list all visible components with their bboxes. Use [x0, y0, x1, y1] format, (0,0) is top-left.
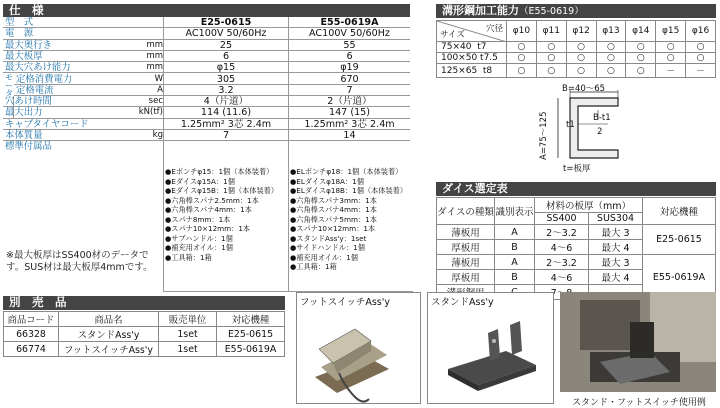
dim-a-label-text: A=75～125: [539, 111, 549, 160]
spec-row-cord: キャブタイヤコード 1.25mm² 3芯 2.4m 1.25mm² 3芯 2.4m: [3, 119, 410, 130]
dim-b-label: B=40～65: [562, 84, 606, 94]
dim-t-label: t=板厚: [563, 164, 591, 174]
spec-row-output: 最大出力 kN(tf) 114 (11.6) 147 (15): [3, 107, 410, 118]
motor-label: モ ー タ: [5, 73, 13, 98]
options-header: 別 売 品: [3, 296, 285, 310]
spec-row-time: 穴あけ時間 sec 4（片道） 2（片道）: [3, 96, 410, 107]
accessory-list-e25: ●Eポンチφ15：1個（本体装着） ●Eダイスφ15A：1個 ●Eダイスφ15B：1個（本体装着） ●六角棒スパナ2.5mm：1本 ●六角棒スパナ4mm：1本 ●スパナ8mm：1本 ●スパナ10×12mm：1本 ●サブハンドル：1個 ●補充用オイル：1個 ●工具箱：1箱: [165, 167, 279, 262]
spec-row-accessories: 標準付属品: [5, 141, 52, 153]
spec-row-thickness: 最大板厚 mm 6 6: [3, 51, 410, 62]
options-row: 66774 フットスイッチAss'y 1set E55-0619A: [4, 342, 285, 357]
spec-table: [3, 17, 410, 177]
dim-bt1-label: B-t1: [593, 113, 611, 123]
die-row: 薄板用 A 2～3.2 最大 3 E55-0619A: [437, 255, 716, 270]
die-header: ダイス選定表: [436, 182, 716, 196]
spec-row-depth: 最大奥行き mm 25 55: [3, 40, 410, 51]
spec-row-weight: 本体質量 kg 7 14: [3, 130, 410, 141]
dim-t1-label: t1: [566, 120, 575, 130]
capacity-header: 溝形鋼加工能力（E55-0619）: [436, 4, 716, 18]
spec-row-power: 電 源 AC100V 50/60Hz AC100V 50/60Hz: [3, 28, 410, 39]
capacity-row: 125×65 t8 ○ ○ ○ ○ ○ － －: [437, 64, 716, 78]
capacity-table: 穴径 サイズ φ10 φ11 φ12 φ13 φ14 φ15 φ16 75×40 t7 ○ ○ ○ ○ ○ ○ ○ 100×50 t7.5 ○ ○ ○ ○ ○ ○ ○ 125×65 t8 ○ ○ ○ ○ ○ － －: [436, 20, 716, 78]
capacity-row: 75×40 t7 ○ ○ ○ ○ ○ ○ ○: [437, 42, 716, 53]
thickness-note: ※最大板厚はSS400材のデータです。SUS材は最大板厚4mmです。: [6, 250, 153, 273]
spec-header: 仕 様: [3, 4, 410, 17]
usage-photo: [560, 292, 716, 392]
die-row: 厚板用 B 4～6 最大 4: [437, 270, 716, 285]
spec-row-capacity: 最大穴あけ能力 mm φ15 φ19: [3, 62, 410, 73]
accessory-list-e55: ●ELポンチφ18：1個（本体装着） ●ELダイスφ18A：1個 ●ELダイスφ18B：1個（本体装着） ●六角棒スパナ3mm：1本 ●六角棒スパナ4mm：1本 ●六角棒スパナ5mm：1本 ●スパナ10×12mm：1本 ●スタンドAss'y：1set ●サイドハンドル：1個 ●補充用オイル：1個 ●工具箱：1箱: [290, 167, 408, 271]
capacity-row: 100×50 t7.5 ○ ○ ○ ○ ○ ○ ○: [437, 53, 716, 64]
die-table: ダイスの種類 識別表示 材料の板厚（mm） 対応機種 SS400 SUS304 薄板用 A 2～3.2 最大 3 E25-0615 厚板用 B 4～6 最大 4 薄板用 A 2～3.2 最大 3 E55-0619A 厚板用 B 4～6 最大 4: [436, 197, 716, 300]
dim-two-label: 2: [597, 127, 603, 137]
foot-switch-photo: フットスイッチAss'y: [296, 292, 421, 404]
stand-photo: スタンドAss'y: [427, 292, 554, 404]
spec-row-rated-current: 定格電流 A 3.2 7: [14, 85, 410, 96]
die-row: 薄板用 A 2～3.2 最大 3 E25-0615: [437, 225, 716, 240]
usage-caption: スタンド・フットスイッチ使用例: [572, 398, 706, 408]
spec-row-rated-power: 定格消費電力 W 305 670: [14, 74, 410, 85]
spec-row-model: 型 式 E25-0615 E55-0619A: [3, 17, 410, 28]
options-row: 66328 スタンドAss'y 1set E25-0615: [4, 327, 285, 342]
die-row: 厚板用 B 4～6 最大 4: [437, 240, 716, 255]
options-table: 商品コード 商品名 販売単位 対応機種 66328 スタンドAss'y 1set E25-0615 66774 フットスイッチAss'y 1set E55-0619A: [3, 311, 285, 357]
